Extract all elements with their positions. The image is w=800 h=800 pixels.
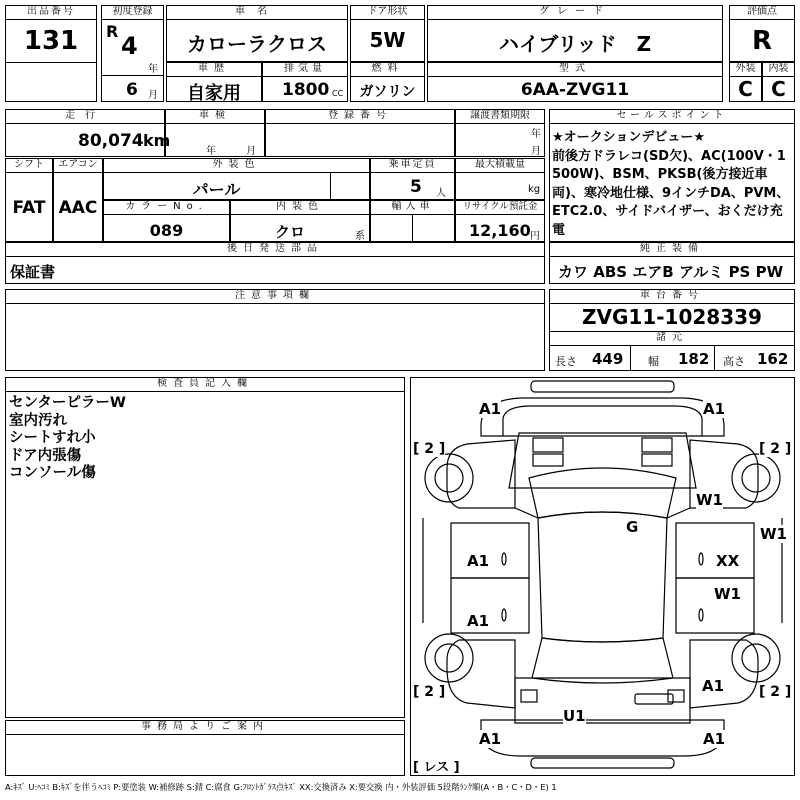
- inspection-header: 車検: [199, 110, 231, 121]
- damage-pillar-right: W1: [760, 525, 787, 543]
- shift: FAT: [12, 198, 46, 218]
- inspector-note: センターピラーW: [9, 395, 126, 411]
- sales-point-text: ★オークションデビュー★ 前後方ドラレコ(SD欠)、AC(100V・1500W)、BSM、PKSB(後方接近車両)、寒冷地仕様、9インチDA、PVM、ETC2.0、サイドバイザー、おくだけ充電: [552, 130, 790, 238]
- damage-diagram: [410, 377, 795, 776]
- first-registration-header: 初度登録: [112, 6, 153, 17]
- door-type-header: ドア形状: [367, 6, 408, 17]
- height: 162: [757, 350, 789, 368]
- capacity-unit: 人: [436, 188, 446, 199]
- recycle-header: リサイクル預託金: [462, 201, 538, 212]
- width-label: 幅: [648, 355, 659, 368]
- specs-header: 諸元: [656, 332, 688, 343]
- car-name: カローラクロス: [187, 32, 327, 56]
- interior-color: クロ: [274, 223, 305, 241]
- tire-rear-right: [ 2 ]: [759, 684, 792, 700]
- interior-color-suffix: 系: [355, 231, 365, 242]
- office-notice-header: 事務局よりご案内: [141, 721, 269, 732]
- later-parts-header: 後日発送部品: [227, 243, 323, 254]
- damage-front-left: A1: [479, 400, 502, 418]
- chassis-number: ZVG11-1028339: [582, 305, 762, 329]
- inspector-note: ドア内張傷: [9, 447, 82, 464]
- damage-rear-quarter-right: A1: [702, 677, 725, 695]
- grade-header: グレード: [539, 6, 611, 17]
- displacement-header: 排気量: [284, 63, 326, 74]
- recycle-fee: 12,160: [469, 221, 531, 240]
- grade: ハイブリッド Z: [498, 32, 652, 56]
- genuine-equipment: カワ ABS エアB アルミ PS PW: [558, 263, 784, 281]
- color-number-header: カラーNo.: [125, 201, 208, 212]
- score: R: [751, 26, 773, 56]
- height-label: 高さ: [723, 355, 745, 368]
- interior-grade: C: [771, 77, 786, 101]
- lot-number: 131: [23, 26, 79, 56]
- registration-year: 4: [121, 32, 138, 60]
- max-load-unit: kg: [528, 184, 541, 195]
- tire-rear-left: [ 2 ]: [413, 684, 446, 700]
- chassis-number-header: 車台番号: [640, 290, 704, 301]
- displacement: 1800: [282, 80, 330, 100]
- aircon-header: エアコン: [58, 159, 98, 170]
- capacity-header: 乗車定員: [388, 159, 437, 170]
- transfer-deadline-header: 譲渡書類期限: [470, 110, 530, 121]
- exterior-header: 外装: [735, 63, 756, 74]
- mileage-header: 走行: [65, 110, 105, 121]
- damage-roof: G: [626, 518, 639, 536]
- inspector-notes-header: 検査員記入欄: [157, 378, 253, 389]
- history-header: 車歴: [198, 63, 230, 74]
- model-code: 6AA-ZVG11: [520, 80, 630, 100]
- lot-number-header: 出品番号: [27, 6, 75, 17]
- car-outline: [411, 378, 794, 775]
- year-unit: 年: [148, 64, 158, 75]
- tire-front-left: [ 2 ]: [413, 441, 446, 457]
- length: 449: [592, 350, 624, 368]
- capacity: 5: [410, 177, 422, 197]
- score-header: 評価点: [747, 6, 777, 17]
- damage-rear-center: U1: [563, 707, 586, 725]
- fuel-header: 燃料: [371, 63, 404, 74]
- mileage: 80,074: [78, 131, 144, 151]
- inspector-note: 室内汚れ: [9, 412, 67, 429]
- transfer-month-unit: 月: [531, 146, 541, 157]
- registration-number-header: 登録番号: [328, 110, 392, 121]
- genuine-equipment-header: 純正装備: [640, 243, 704, 254]
- car-name-header: 車名: [235, 6, 279, 17]
- max-load-header: 最大積載量: [475, 159, 525, 170]
- length-label: 長さ: [555, 355, 577, 368]
- registration-month: 6: [126, 80, 138, 100]
- damage-rear-left: A1: [479, 730, 502, 748]
- interior-color-header: 内装色: [276, 201, 324, 212]
- legend: A:ｷｽﾞ U:ﾍｺﾐ B:ｷｽﾞを伴うﾍｺﾐ P:要塗装 W:補修跡 S:錆 C:腐食 G:ﾌﾛﾝﾄｶﾞﾗｽ点ｷｽﾞ XX:交換済み X:要交換 内・外装評価 5段階ﾗﾝｸ順(A・B・C・D・E) 1: [5, 782, 557, 792]
- model-code-header: 型式: [559, 63, 591, 74]
- exterior-color: パール: [192, 180, 241, 199]
- exterior-grade: C: [738, 77, 753, 101]
- inspector-note: コンソール傷: [9, 465, 96, 481]
- damage-door-left-front: A1: [467, 552, 490, 570]
- month-unit: 月: [148, 90, 158, 101]
- interior-header: 内装: [768, 63, 789, 74]
- spare-tire: [ レス ]: [413, 756, 460, 775]
- aircon: AAC: [58, 198, 98, 218]
- yen-unit: 円: [530, 231, 540, 242]
- notes-header: 注意事項欄: [235, 290, 315, 301]
- exterior-color-header: 外装色: [212, 159, 261, 170]
- damage-door-right-rear: W1: [714, 585, 741, 603]
- import-header: 輸入車: [391, 201, 434, 212]
- color-number: 089: [149, 221, 184, 240]
- damage-front-fender-right: W1: [696, 491, 723, 509]
- width: 182: [678, 350, 710, 368]
- sales-point-header: セールスポイント: [616, 110, 728, 121]
- damage-door-right-front: XX: [716, 552, 740, 570]
- later-parts: 保証書: [10, 263, 56, 281]
- inspector-notes-list: [9, 395, 126, 483]
- tire-front-right: [ 2 ]: [759, 441, 792, 457]
- history: 自家用: [187, 83, 241, 104]
- transfer-year-unit: 年: [531, 129, 541, 140]
- inspector-note: シートすれ小: [9, 430, 96, 446]
- cc-unit: CC: [332, 89, 344, 98]
- damage-door-left-rear: A1: [467, 612, 490, 630]
- door-type: 5W: [369, 28, 406, 52]
- damage-front-right: A1: [703, 400, 726, 418]
- shift-header: シフト: [14, 159, 44, 170]
- fuel: ガソリン: [359, 84, 416, 100]
- km-unit: km: [143, 131, 171, 150]
- damage-rear-right: A1: [703, 730, 726, 748]
- era: R: [106, 22, 119, 41]
- inspection-month-unit: 月: [246, 146, 256, 157]
- inspection-year-unit: 年: [206, 146, 216, 157]
